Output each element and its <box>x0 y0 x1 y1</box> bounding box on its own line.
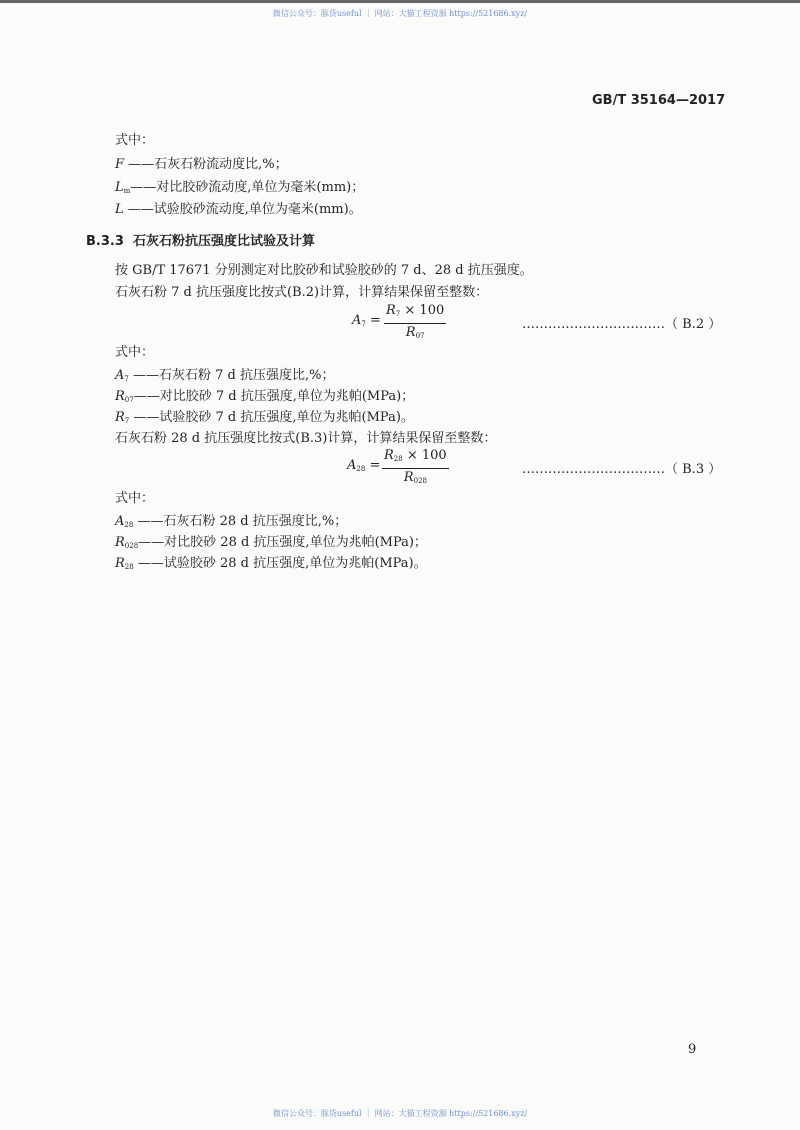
def-R7 <box>115 410 414 429</box>
definition: ——试验胶砂流动度,单位为毫米(mm)。 <box>123 202 362 217</box>
watermark-bottom: 微信公众号：豚货useful ｜ 网站：大猫工程资源 https://521686.xyz/ <box>272 1109 528 1118</box>
subscript: 07 <box>415 332 425 340</box>
subscript: 28 <box>124 521 134 529</box>
equation-fraction <box>382 447 449 490</box>
where-label: 式中： <box>115 345 155 360</box>
subscript: m <box>123 187 131 195</box>
symbol: F <box>115 157 125 172</box>
subscript: 28 <box>356 465 366 473</box>
subscript: 7 <box>361 320 366 328</box>
where-label: 式中： <box>115 491 155 506</box>
def-R028 <box>115 535 427 554</box>
symbol: L <box>115 202 124 217</box>
symbol: R <box>115 410 125 425</box>
symbol: A <box>347 458 357 473</box>
standard-header: GB/T 35164—2017 <box>592 93 726 108</box>
equation-fraction <box>384 302 446 345</box>
subscript: 7 <box>395 310 401 318</box>
symbol: R <box>403 470 414 485</box>
def-L <box>115 202 362 221</box>
symbol: R <box>115 556 125 571</box>
page-number: 9 <box>688 1042 697 1057</box>
definition: ——石灰石粉 7 d 抗压强度比,%； <box>128 368 335 383</box>
symbol: L <box>115 180 124 195</box>
definition: ——对比胶砂 7 d 抗压强度,单位为兆帕(MPa)； <box>133 389 415 404</box>
def-R28 <box>115 556 427 575</box>
definition: ——试验胶砂 7 d 抗压强度,单位为兆帕(MPa)。 <box>129 410 414 425</box>
definition: ——对比胶砂 28 d 抗压强度,单位为兆帕(MPa)； <box>138 535 427 550</box>
symbol: R <box>384 448 394 463</box>
watermark-top: 微信公众号：豚货useful ｜ 网站：大猫工程资源 https://521686.xyz/ <box>272 9 528 18</box>
numerator-rest: × 100 <box>402 448 447 463</box>
subscript: 7 <box>124 417 130 425</box>
equation-lhs: $A_{28}$ = <box>347 458 381 473</box>
numerator <box>382 447 449 469</box>
def-F <box>115 157 288 176</box>
symbol: A <box>352 313 362 328</box>
def-Lm <box>115 180 364 199</box>
symbol: R <box>405 325 416 340</box>
equation-number: ……………………………（ B.3 ） <box>522 462 722 477</box>
where-label: 式中： <box>115 133 155 148</box>
def-A28 <box>115 514 347 533</box>
numerator <box>384 302 446 324</box>
definition: ——对比胶砂流动度,单位为毫米(mm)； <box>130 180 365 195</box>
symbol: R <box>115 535 125 550</box>
equation-number: ……………………………（ B.2 ） <box>522 317 722 332</box>
section-title: 石灰石粉抗压强度比试验及计算 <box>132 234 315 249</box>
denominator <box>382 469 449 490</box>
definition: ——石灰石粉 28 d 抗压强度比,%； <box>133 514 348 529</box>
def-R07 <box>115 389 414 408</box>
subscript: 7 <box>124 375 129 383</box>
section-heading <box>86 234 315 250</box>
symbol: A <box>115 368 125 383</box>
numerator-rest: × 100 <box>400 303 445 318</box>
subscript: 07 <box>124 396 134 404</box>
subscript: 028 <box>124 542 139 550</box>
section-number: B.3.3 <box>86 234 124 249</box>
definition: ——试验胶砂 28 d 抗压强度,单位为兆帕(MPa)。 <box>133 556 427 571</box>
definition: ——石灰石粉流动度比,%； <box>124 157 288 172</box>
paragraph: 石灰石粉 28 d 抗压强度比按式(B.3)计算，计算结果保留至整数： <box>115 431 497 446</box>
def-A7 <box>115 368 334 387</box>
symbol: A <box>115 514 125 529</box>
equation-lhs: $A_7$ = <box>352 313 381 328</box>
symbol: R <box>115 389 125 404</box>
subscript: 028 <box>413 477 427 485</box>
subscript: 28 <box>124 563 134 571</box>
subscript: 28 <box>393 455 403 463</box>
paragraph: 按 GB/T 17671 分别测定对比胶砂和试验胶砂的 7 d、28 d 抗压强度。 <box>115 263 533 278</box>
symbol: R <box>386 303 396 318</box>
denominator <box>384 324 446 345</box>
paragraph: 石灰石粉 7 d 抗压强度比按式(B.2)计算，计算结果保留至整数： <box>115 285 489 300</box>
scan-edge <box>0 0 800 3</box>
